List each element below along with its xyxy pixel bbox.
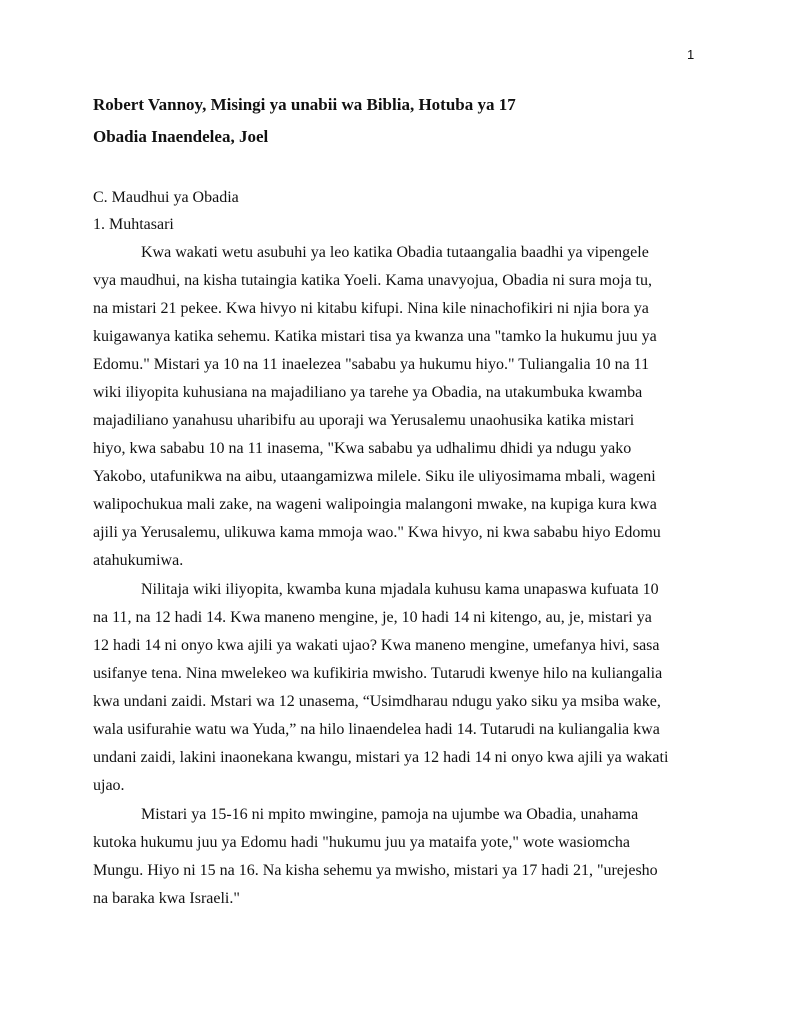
- paragraph-line: wiki iliyopita kuhusiana na majadiliano ya tarehe ya Obadia, na utakumbuka kwamba: [93, 384, 643, 401]
- document-subtitle: Obadia Inaendelea, Joel: [93, 127, 269, 146]
- paragraph-line: na 11, na 12 hadi 14. Kwa maneno mengine, je, 10 hadi 14 ni kitengo, au, je, mistari ya: [93, 609, 652, 626]
- paragraph-line: usifanye tena. Nina mwelekeo wa kufikiria mwisho. Tutarudi kwenye hilo na kuliangalia: [93, 665, 663, 682]
- paragraph-line: wala usifurahie watu wa Yuda,” na hilo linaendelea hadi 14. Tutarudi na kuliangalia kwa: [93, 721, 660, 738]
- paragraph-line: 12 hadi 14 ni onyo kwa ajili ya wakati ujao? Kwa maneno mengine, umefanya hivi, sasa: [93, 637, 660, 654]
- paragraph-line: kwa undani zaidi. Mstari wa 12 unasema, “Usimdharau ndugu yako siku ya msiba wake,: [93, 693, 661, 710]
- page-number: 1: [687, 47, 695, 62]
- paragraph-line: majadiliano yanahusu uharibifu au uporaji wa Yerusalemu unaohusika katika mistari: [93, 412, 635, 429]
- paragraph-line: Edomu." Mistari ya 10 na 11 inaelezea "sababu ya hukumu hiyo." Tuliangalia 10 na 11: [93, 356, 650, 373]
- paragraph-line: vya maudhui, na kisha tutaingia katika Yoeli. Kama unavyojua, Obadia ni sura moja tu,: [93, 272, 652, 289]
- paragraph-line: Mistari ya 15-16 ni mpito mwingine, pamoja na ujumbe wa Obadia, unahama: [141, 806, 639, 823]
- paragraph-line: ujao.: [93, 777, 125, 794]
- paragraph-line: Kwa wakati wetu asubuhi ya leo katika Obadia tutaangalia baadhi ya vipengele: [141, 244, 649, 261]
- paragraph-line: hiyo, kwa sababu 10 na 11 inasema, "Kwa sababu ya udhalimu dhidi ya ndugu yako: [93, 440, 632, 457]
- subsection-heading: 1. Muhtasari: [93, 216, 174, 233]
- paragraph-line: undani zaidi, lakini inaonekana kwangu, mistari ya 12 hadi 14 ni onyo kwa ajili ya wakati: [93, 749, 669, 766]
- paragraph-line: walipochukua mali zake, na wageni walipoingia malangoni mwake, na kupiga kura kwa: [93, 496, 657, 513]
- paragraph-line: Nilitaja wiki iliyopita, kwamba kuna mjadala kuhusu kama unapaswa kufuata 10: [141, 581, 659, 598]
- paragraph-line: kuigawanya katika sehemu. Katika mistari tisa ya kwanza una "tamko la hukumu juu ya: [93, 328, 657, 345]
- paragraph-line: Mungu. Hiyo ni 15 na 16. Na kisha sehemu ya mwisho, mistari ya 17 hadi 21, "urejesho: [93, 862, 658, 879]
- paragraph-line: Yakobo, utafunikwa na aibu, utaangamizwa milele. Siku ile uliyosimama mbali, wageni: [93, 468, 656, 485]
- paragraph-line: kutoka hukumu juu ya Edomu hadi "hukumu juu ya mataifa yote," wote wasiomcha: [93, 834, 630, 851]
- document-title: Robert Vannoy, Misingi ya unabii wa Biblia, Hotuba ya 17: [93, 95, 516, 114]
- paragraph-line: na baraka kwa Israeli.": [93, 890, 240, 907]
- paragraph-line: ajili ya Yerusalemu, ulikuwa kama mmoja wao." Kwa hivyo, ni kwa sababu hiyo Edomu: [93, 524, 661, 541]
- paragraph-line: atahukumiwa.: [93, 552, 184, 569]
- section-heading: C. Maudhui ya Obadia: [93, 189, 239, 206]
- paragraph-line: na mistari 21 pekee. Kwa hivyo ni kitabu kifupi. Nina kile ninachofikiri ni njia bora ya: [93, 300, 649, 317]
